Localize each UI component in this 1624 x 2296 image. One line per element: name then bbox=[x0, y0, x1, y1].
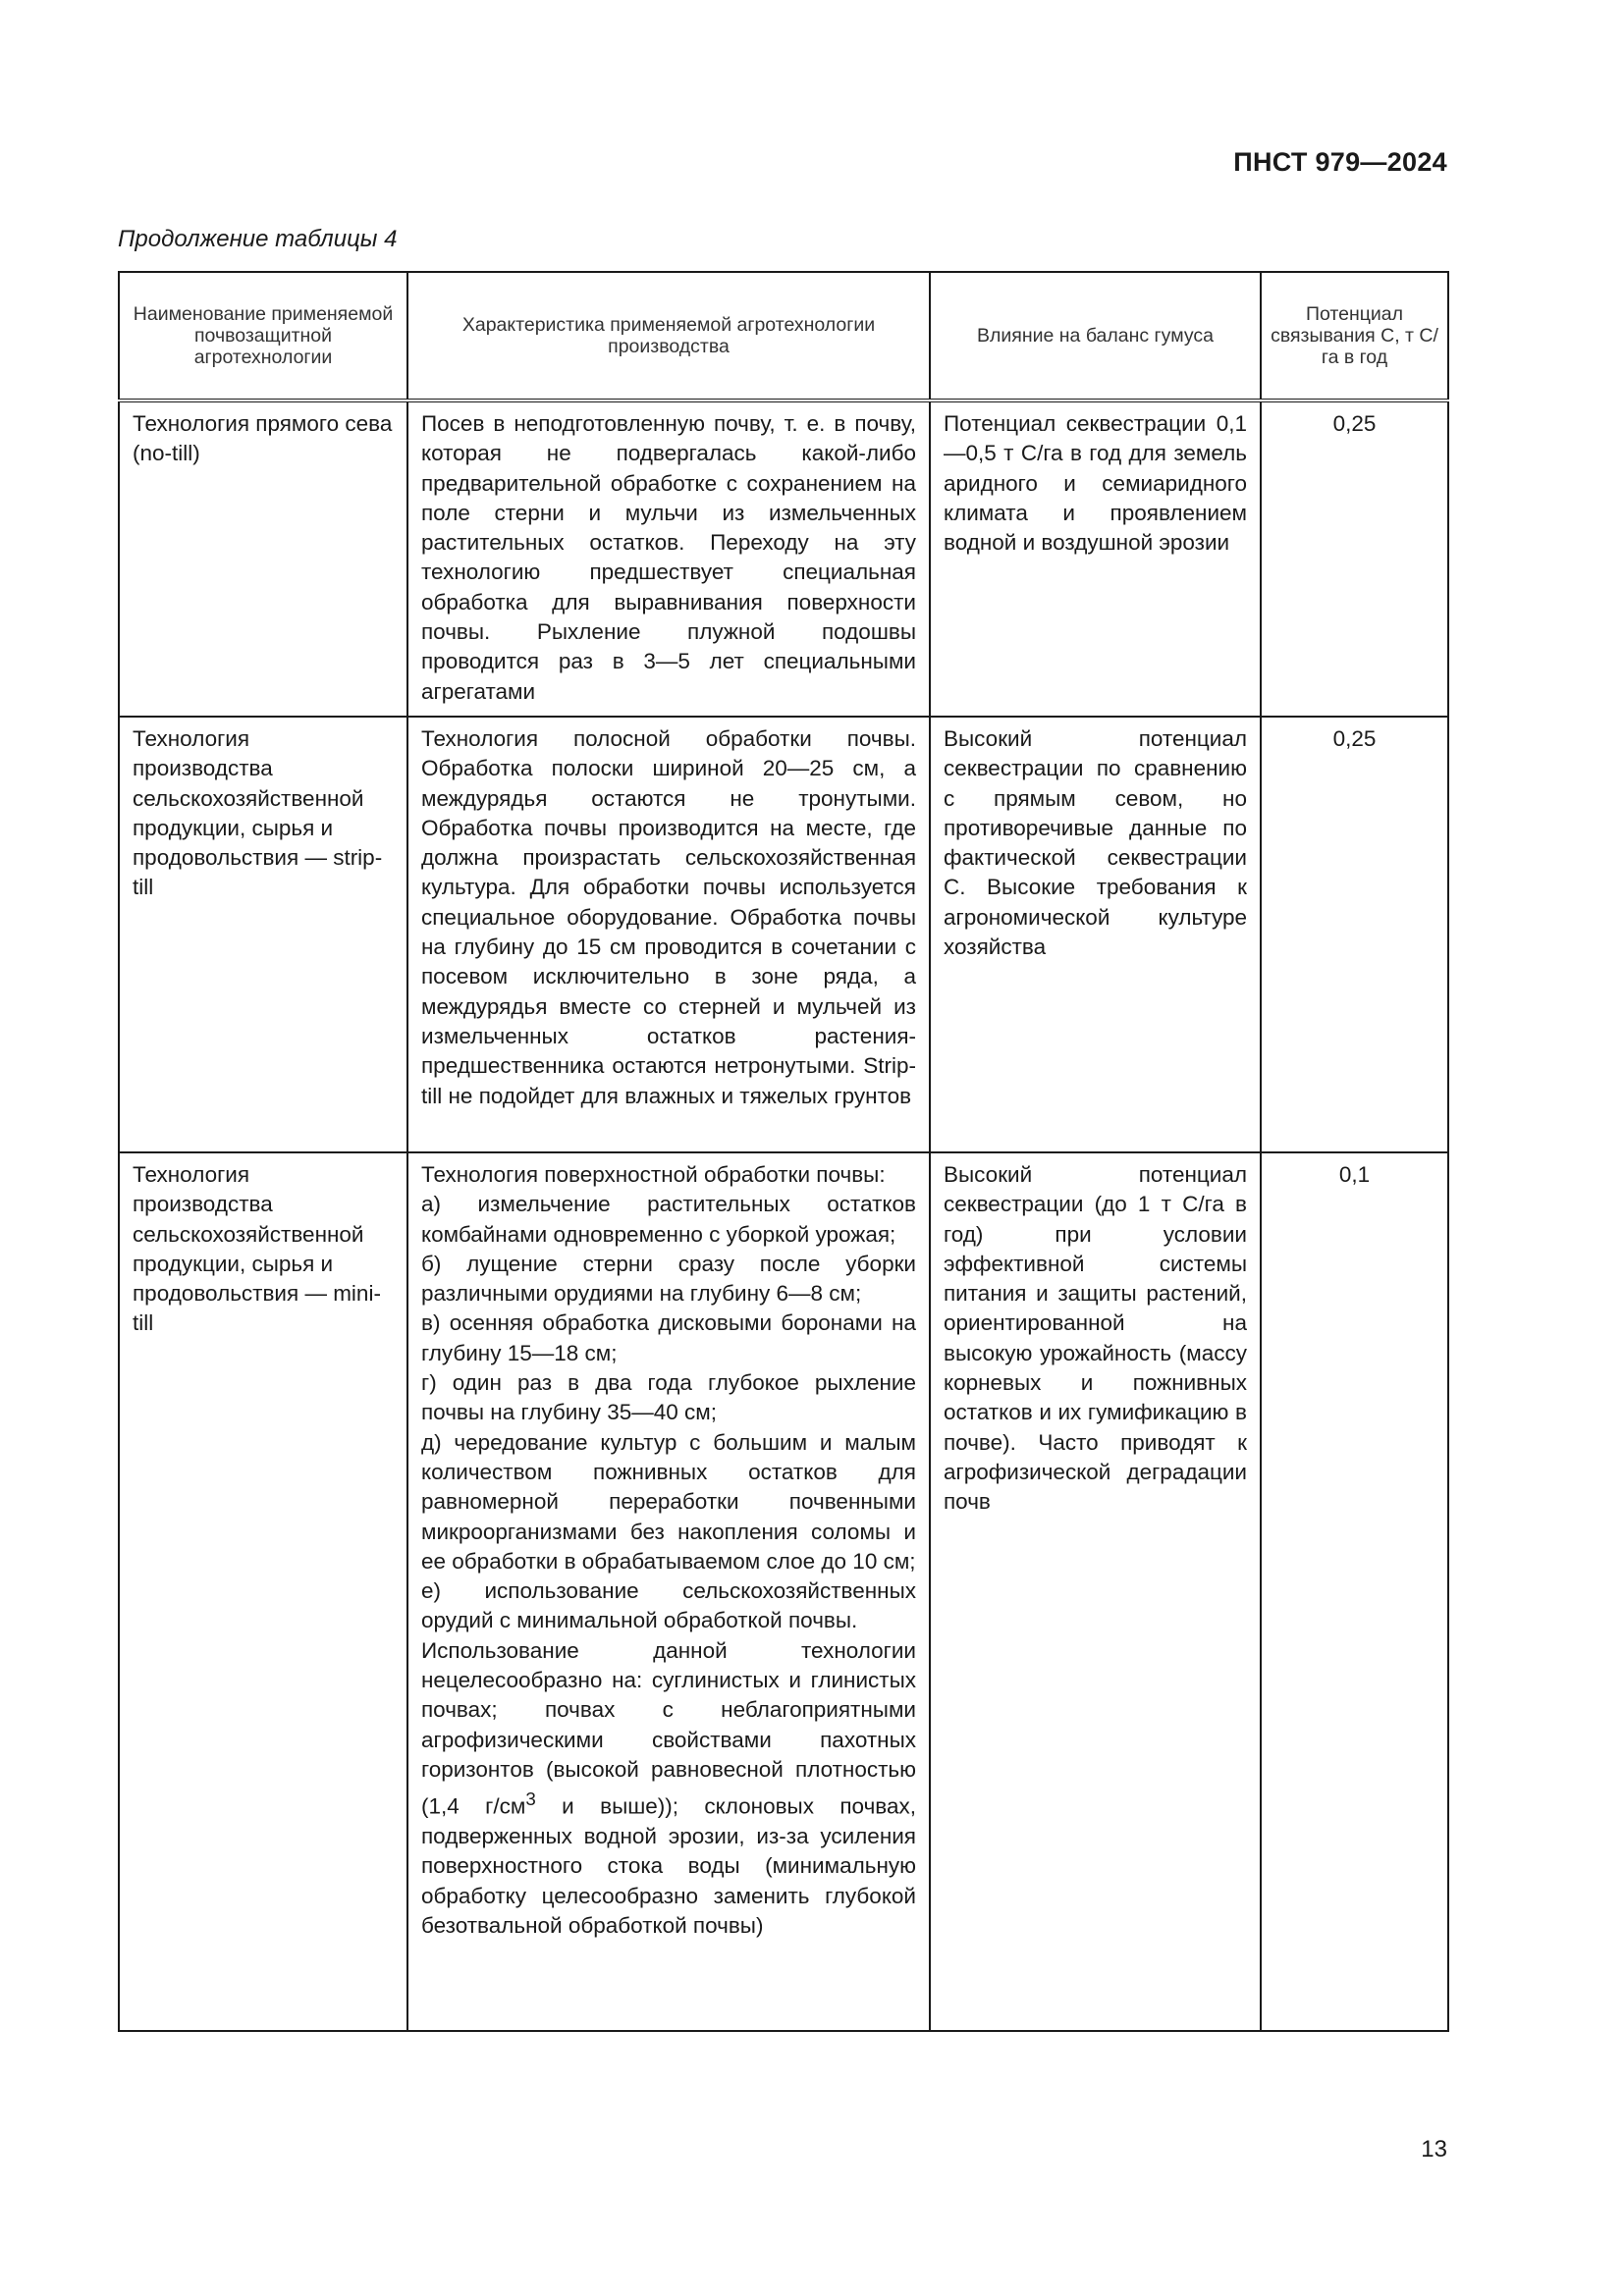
note-superscript: 3 bbox=[525, 1789, 536, 1810]
list-item: е) использование сельскохозяйственных орудий с минимальной обработкой почвы. bbox=[421, 1578, 916, 1633]
table-row bbox=[119, 1152, 1448, 2031]
humus-balance: Потенциал секвестрации 0,1—0,5 т С/га в год для земель аридного и семиаридного климата и проявлением водной и воздушной эрозии bbox=[930, 400, 1261, 717]
column-header-name: Наименование применяемой почвозащитной агротехнологии bbox=[119, 272, 407, 400]
page-number: 13 bbox=[1421, 2136, 1447, 2163]
column-header-description: Характеристика применяемой агротехнологии производства bbox=[407, 272, 930, 400]
sequestration-potential: 0,25 bbox=[1261, 400, 1448, 717]
table-header-row bbox=[119, 272, 1448, 400]
table-row bbox=[119, 400, 1448, 717]
document-code: ПНСТ 979—2024 bbox=[1233, 147, 1447, 177]
list-item: в) осенняя обработка дисковыми боронами на глубину 15—18 см; bbox=[421, 1310, 916, 1365]
technology-name: Технология производства сельскохозяйственной продукции, сырья и продовольствия — strip-till bbox=[119, 717, 407, 1152]
description-intro: Технология поверхностной обработки почвы: bbox=[421, 1162, 886, 1187]
technology-description: Посев в неподготовленную почву, т. е. в почву, которая не подвергалась какой-либо предварительной обработке с сохранением на поле стерни и мульчи из измельченных растительных остатков. Переходу на эту технологию предшествует специальная обработка для выравнивания поверхности почвы. Рыхление плужной подошвы проводится раз в 3—5 лет специальными агрегатами bbox=[407, 400, 930, 717]
note-text-before: Использование данной технологии нецелесообразно на: суглинистых и глинистых почвах; почвах с неблагоприятными агрофизическими свойствами пахотных горизонтов (высокой равновесной плотностью (1,4 г/см bbox=[421, 1637, 916, 1819]
humus-balance: Высокий потенциал секвестрации по сравнению с прямым севом, но противоречивые данные по фактической секвестрации С. Высокие требования к агрономической культуре хозяйства bbox=[930, 717, 1261, 1152]
column-header-humus: Влияние на баланс гумуса bbox=[930, 272, 1261, 400]
table-caption: Продолжение таблицы 4 bbox=[118, 226, 398, 252]
agrotech-table bbox=[118, 271, 1449, 2032]
note-text-after: и выше)); склоновых почвах, подверженных водной эрозии, из-за усиления поверхностного стока воды (минимальную обработку целесообразно заменить глубокой безотвальной обработкой почвы) bbox=[421, 1793, 917, 1938]
technology-description: Технология полосной обработки почвы. Обработка полоски шириной 20—25 см, а междурядья остаются не тронутыми. Обработка почвы производится на месте, где должна произрастать сельскохозяйственная культура. Для обработки почвы используется специальное оборудование. Обработка почвы на глубину до 15 см проводится в сочетании с посевом исключительно в зоне ряда, а междурядья вместе со стерней и мульчей из измельченных остатков растения-предшественника остаются нетронутыми. Strip-till не подойдет для влажных и тяжелых грунтов bbox=[407, 717, 930, 1152]
technology-description bbox=[407, 1152, 930, 2031]
list-item: а) измельчение растительных остатков комбайнами одновременно с уборкой урожая; bbox=[421, 1192, 916, 1247]
list-item: г) один раз в два года глубокое рыхление почвы на глубину 35—40 см; bbox=[421, 1370, 916, 1425]
technology-name: Технология производства сельскохозяйственной продукции, сырья и продовольствия — mini-till bbox=[119, 1152, 407, 2031]
sequestration-potential: 0,1 bbox=[1261, 1152, 1448, 2031]
technology-name: Технология прямого сева (no-till) bbox=[119, 400, 407, 717]
table-row bbox=[119, 717, 1448, 1152]
list-item: д) чередование культур с большим и малым количеством пожнивных остатков для равномерной переработки почвенными микроорганизмами без накопления соломы и ее обработки в обрабатываемом слое до 10 см; bbox=[421, 1429, 916, 1574]
column-header-potential: Потенциал связывания С, т С/га в год bbox=[1261, 272, 1448, 400]
sequestration-potential: 0,25 bbox=[1261, 717, 1448, 1152]
humus-balance: Высокий потенциал секвестрации (до 1 т С/га в год) при условии эффективной системы питания и защиты растений, ориентированной на высокую урожайность (массу корневых и пожнивных остатков и их гумификацию в почве). Часто приводят к агрофизической деградации почв bbox=[930, 1152, 1261, 2031]
list-item: б) лущение стерни сразу после уборки различными орудиями на глубину 6—8 см; bbox=[421, 1251, 916, 1307]
description-note bbox=[421, 1636, 916, 1941]
